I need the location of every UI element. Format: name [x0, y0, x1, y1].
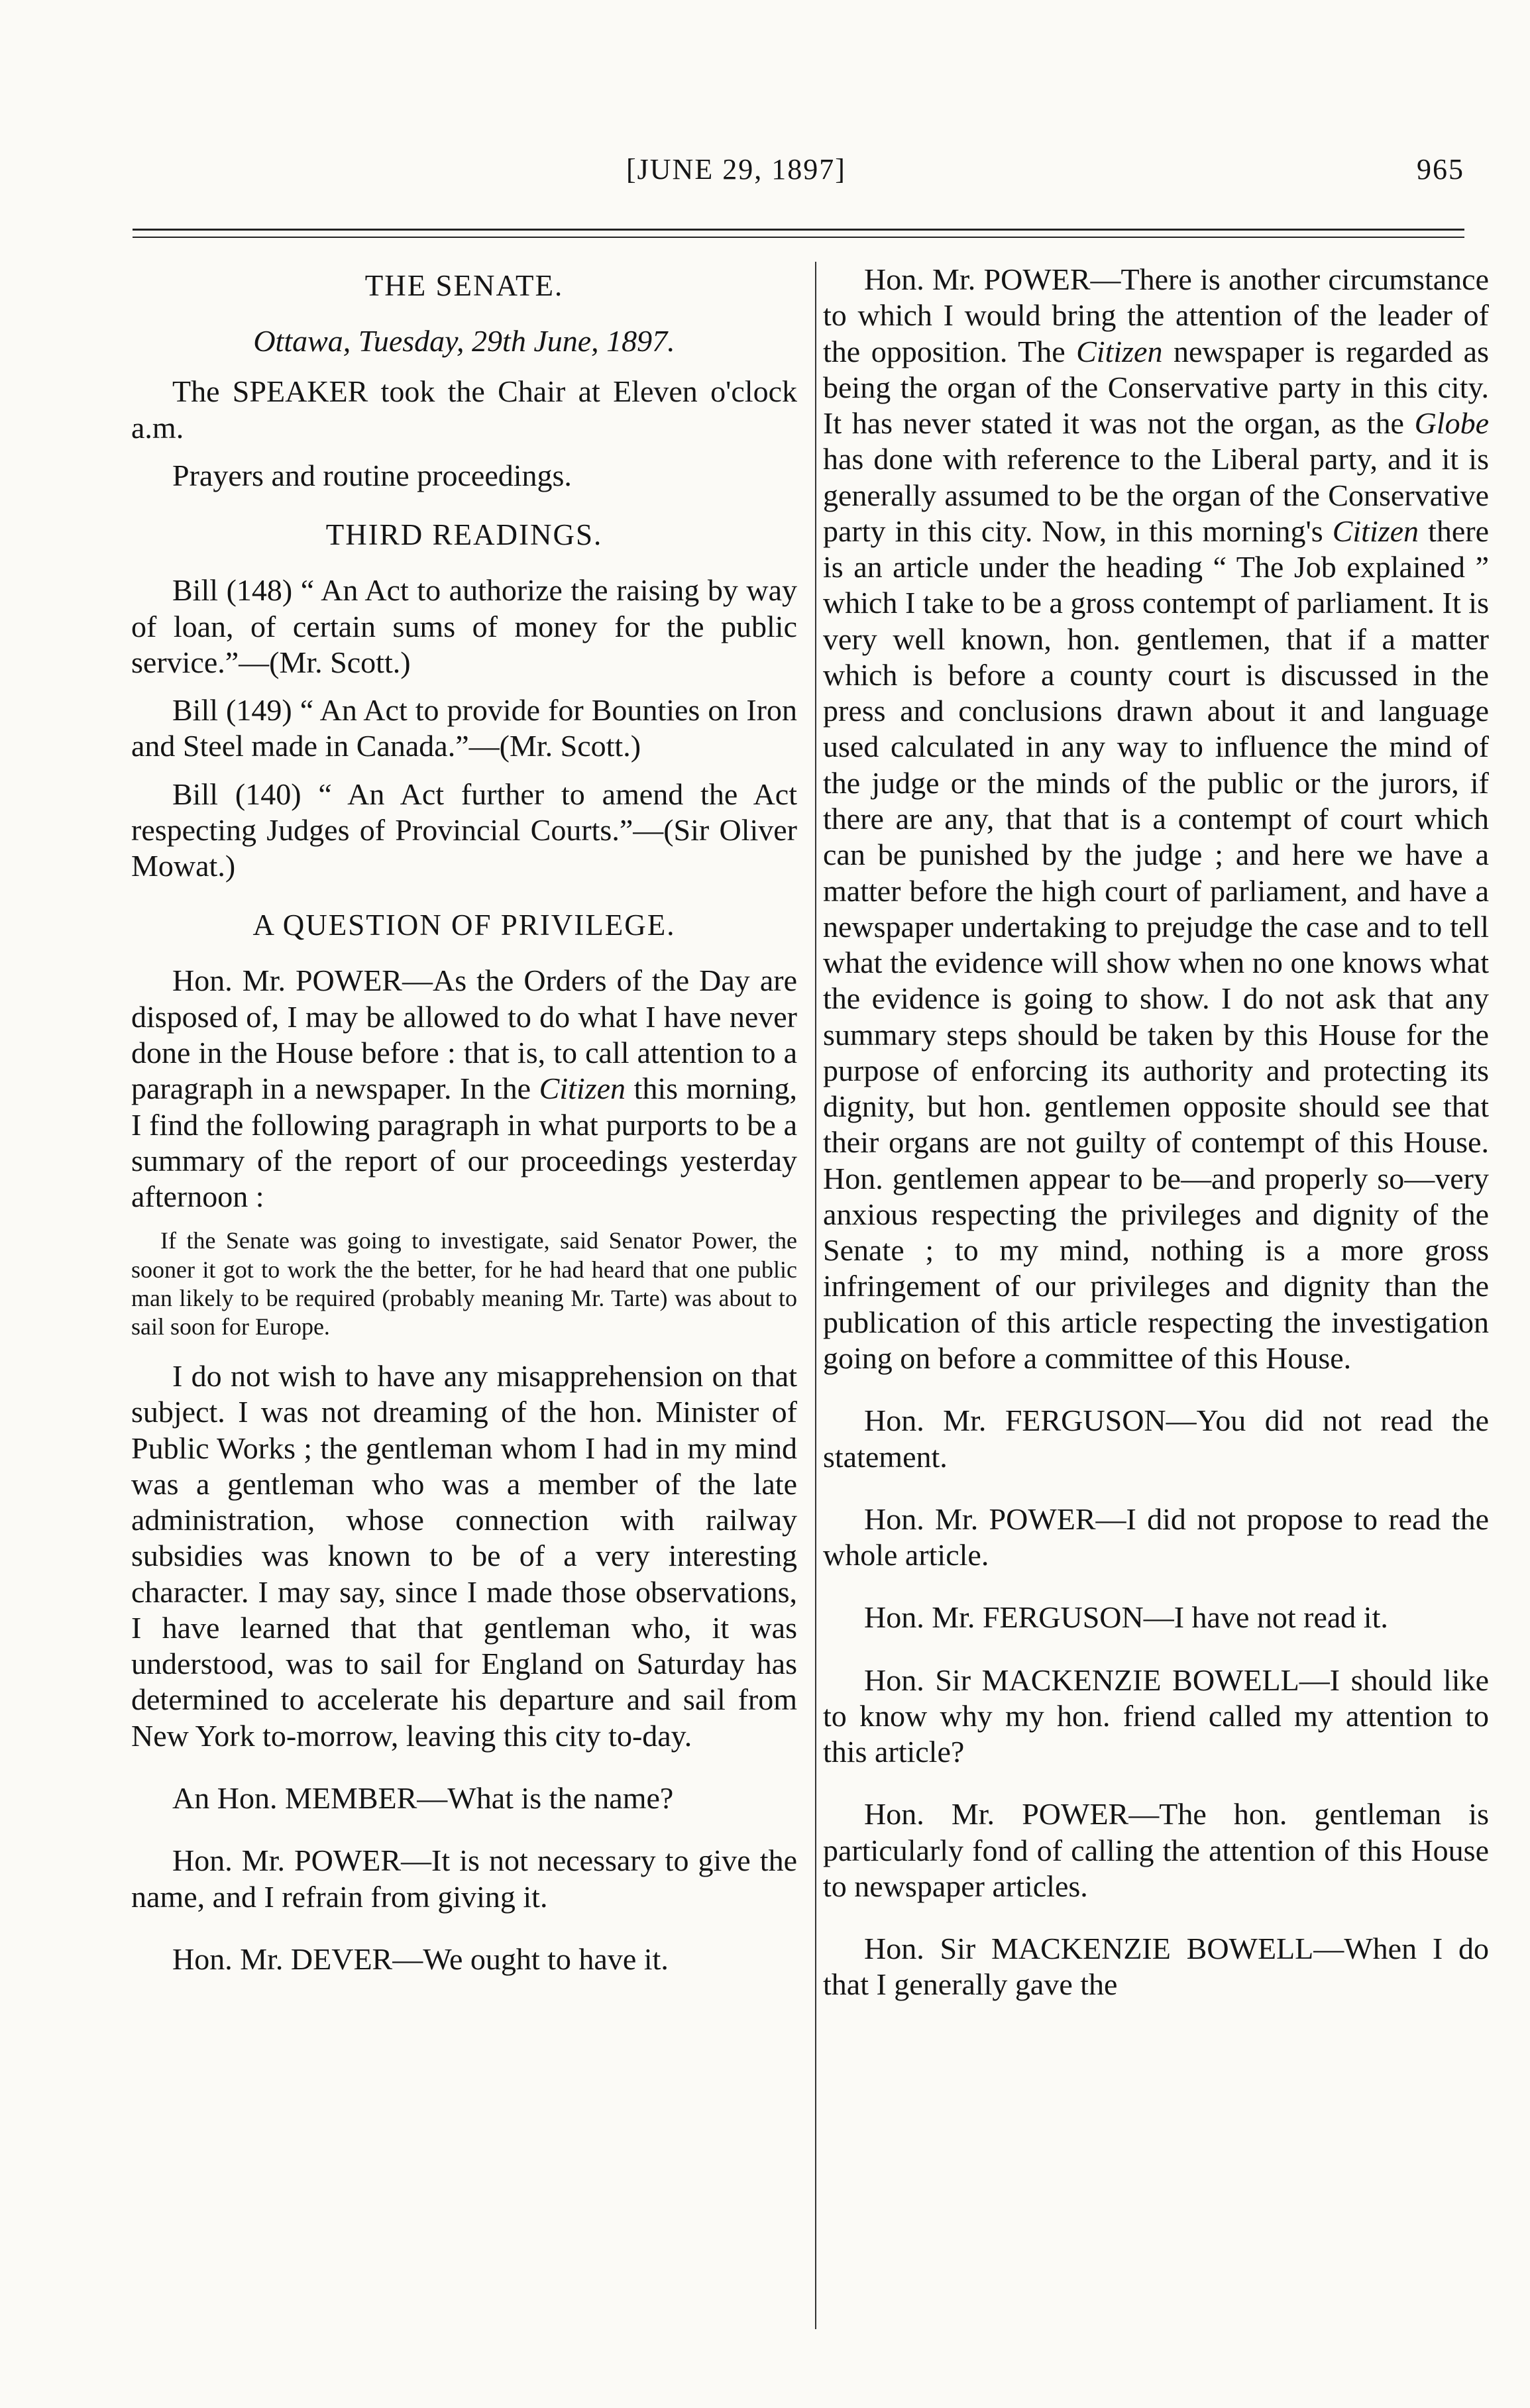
speech-text: Hon. Mr. POWER—As the Orders of the Day are disposed of, I may be allowed to do what I have never done in the House before : that is, to call attention to a paragraph in a newspaper. In the: [131, 963, 797, 1106]
speech-text: has done with reference to the Liberal party, and it is generally assumed to be the organ of the Conservative party in this city. Now, in this morning's: [823, 442, 1489, 548]
page-number: 965: [1417, 153, 1464, 186]
bill-148: Bill (148) “ An Act to authorize the raising by way of loan, of certain sums of money for the public service.”—(Mr. Scott.): [131, 573, 797, 679]
running-head: [133, 147, 1464, 193]
speech-power: Hon. Mr. POWER—The hon. gentleman is particularly fond of calling the attention of this House to newspaper articles.: [823, 1797, 1489, 1903]
speech-power: I do not wish to have any misapprehension on that subject. I was not dreaming of the hon. Minister of Public Works ; the gentleman whom I had in my mind was a gentleman who was a member of the late administration, whose connection with railway subsidies was known to be of a very interesting character. I may say, since I made those observations, I have learned that that gentleman who, it was understood, was to sail for England on Saturday has determined to accelerate his departure and sail from New York to-morrow, leaving this city to-day.: [131, 1359, 797, 1753]
speech-ferguson: Hon. Mr. FERGUSON—I have not read it.: [864, 1600, 1388, 1635]
section-heading: A QUESTION OF PRIVILEGE.: [252, 908, 676, 942]
newspaper-name: Globe: [1414, 406, 1489, 441]
speech-ferguson: Hon. Mr. FERGUSON—You did not read the statement.: [823, 1403, 1489, 1474]
section-heading: THIRD READINGS.: [325, 518, 603, 552]
section-title: THE SENATE.: [364, 269, 564, 302]
bill-149: Bill (149) “ An Act to provide for Bounties on Iron and Steel made in Canada.”—(Mr. Scott.): [131, 693, 797, 763]
newspaper-name: Citizen: [539, 1071, 626, 1106]
speech-text: this morning, I find the following paragraph in what purports to be a summary of the report of our proceedings yesterday afternoon :: [131, 1071, 797, 1214]
quoted-paragraph: If the Senate was going to investigate, said Senator Power, the sooner it got to work the the better, for he had heard that one public man likely to be required (probably meaning Mr. Tarte) was about to sail soon for Europe.: [131, 1227, 797, 1340]
left-column: [131, 262, 797, 1989]
speech-power: [823, 262, 1489, 1376]
header-rule: [133, 237, 1464, 238]
speech-power: [131, 963, 797, 1215]
speech-text: newspaper is regarded as being the organ of the Conservative party in this city. It has never stated it was not the organ, as the: [823, 334, 1490, 441]
paragraph-speaker: The SPEAKER took the Chair at Eleven o'clock a.m.: [131, 374, 797, 445]
dateline: Ottawa, Tuesday, 29th June, 1897.: [253, 324, 675, 358]
newspaper-name: Citizen: [1332, 514, 1419, 548]
speech-dever: Hon. Mr. DEVER—We ought to have it.: [172, 1942, 669, 1976]
speech-text: there is an article under the heading “ The Job explained ” which I take to be a gross contempt of parliament. It is very well known, hon. gentlemen, that if a matter which is before a county court is discussed in the press and conclusions drawn about it and language used calculated in any way to influence the mind of the judge or the minds of the public or the jurors, if there are any, that that is a contempt of court which can be punished by the judge ; and here we have a matter before the high court of parliament, and have a newspaper undertaking to prejudge the case and to tell what the evidence will show when no one knows what the evidence is going to show. I do not ask that any summary steps should be taken by this House for the purpose of enforcing its authority and protecting its dignity, but hon. gentlemen opposite should see that their organs are not guilty of contempt of this House. Hon. gentlemen appear to be—and properly so—very anxious respecting the privileges and dignity of the Senate ; to my mind, nothing is a more gross infringement of our privileges and dignity than the publication of this article respecting the investigation going on before a committee of this House.: [823, 514, 1490, 1375]
speech-bowell: Hon. Sir MACKENZIE BOWELL—I should like to know why my hon. friend called my attention to this article?: [823, 1663, 1489, 1769]
header-rule: [133, 229, 1464, 231]
column-divider: [815, 262, 816, 2329]
speech-member: An Hon. MEMBER—What is the name?: [172, 1781, 674, 1815]
header-date: [JUNE 29, 1897]: [626, 153, 846, 186]
right-column: [823, 262, 1489, 2015]
speech-bowell: Hon. Sir MACKENZIE BOWELL—When I do that I generally gave the: [823, 1932, 1489, 2002]
paragraph-prayers: Prayers and routine proceedings.: [172, 458, 572, 492]
speech-power: Hon. Mr. POWER—I did not propose to read the whole article.: [823, 1502, 1489, 1572]
bill-140: Bill (140) “ An Act further to amend the Act respecting Judges of Provincial Courts.”—(Sir Oliver Mowat.): [131, 777, 797, 883]
newspaper-name: Citizen: [1076, 334, 1163, 368]
speech-power: Hon. Mr. POWER—It is not necessary to give the name, and I refrain from giving it.: [131, 1843, 797, 1914]
speech-text: Hon. Mr. POWER—There is another circumstance to which I would bring the attention of the leader of the opposition. The: [823, 262, 1489, 368]
